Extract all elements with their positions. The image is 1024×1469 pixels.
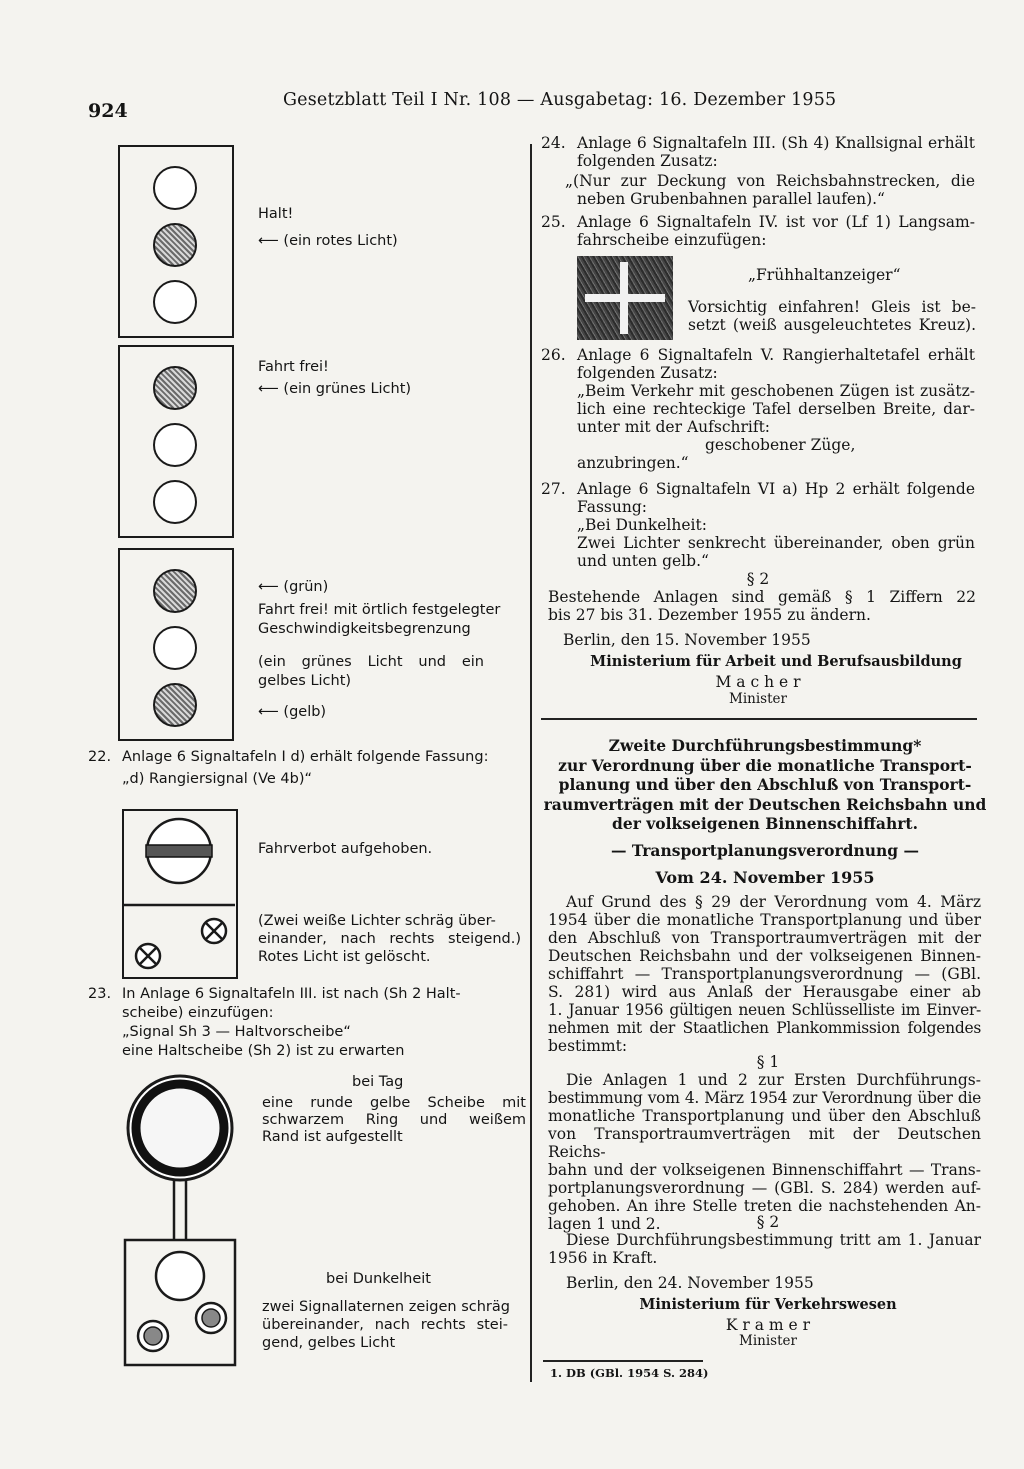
item-23-line-3: „Signal Sh 3 — Haltvorscheibe“ — [122, 1024, 351, 1040]
item-23-line-1: In Anlage 6 Signaltafeln III. ist nach (Sh 2 Halt- — [122, 986, 461, 1002]
item-26-line-6: geschobener Züge, — [705, 436, 856, 454]
signal-halt-arrow-label — [258, 232, 398, 251]
item-26-line-7: anzubringen.“ — [577, 454, 689, 472]
rangier-desc-2: einander, nach rechts steigend.) — [258, 931, 521, 947]
dunkel-desc-1: zwei Signallaternen zeigen schräg — [262, 1299, 510, 1315]
signal-speed-desc-3: (ein grünes Licht und ein — [258, 654, 484, 670]
item-26-line-3: „Beim Verkehr mit geschobenen Zügen ist zusätz- — [577, 382, 975, 400]
rangier-bar — [146, 845, 212, 857]
rangier-desc-1: (Zwei weiße Lichter schräg über- — [258, 913, 496, 929]
dunkel-title: bei Dunkelheit — [326, 1271, 431, 1287]
item-27 — [541, 480, 975, 570]
item-23-number: 23. — [88, 986, 112, 1002]
p2-line: Diese Durchführungsbestimmung tritt am 1. Januar — [566, 1231, 981, 1249]
signal-speed-yellow-text: (gelb) — [283, 704, 327, 720]
signal-speed-desc-2: Geschwindigkeitsbegrenzung — [258, 621, 471, 637]
rangier-desc-3: Rotes Licht ist gelöscht. — [258, 949, 431, 965]
decree-date: Vom 24. November 1955 — [655, 868, 875, 887]
item-25-number: 25. — [541, 213, 566, 231]
intro-line: den Abschluß von Transportraumverträgen mit der — [548, 929, 981, 947]
item-27-line-1: Anlage 6 Signaltafeln VI a) Hp 2 erhält folgende — [577, 480, 975, 498]
decree-paragraph-2-heading: § 2 — [756, 1213, 780, 1231]
p1-line: Die Anlagen 1 und 2 zur Ersten Durchführungs- — [566, 1071, 981, 1089]
decree-title-3: planung und über den Abschluß von Transport- — [558, 775, 972, 794]
fruehhalt-desc-2: setzt (weiß ausgeleuchtetes Kreuz). — [688, 316, 976, 334]
sign1-ministry: Ministerium für Arbeit und Berufsausbildung — [590, 653, 962, 670]
scheibe-black-ring — [136, 1084, 224, 1172]
arrow-left-icon: ⟵ — [258, 233, 279, 249]
intro-line: bestimmt: — [548, 1037, 628, 1055]
item-23-line-4: eine Haltscheibe (Sh 2) ist zu erwarten — [122, 1043, 405, 1059]
item-24-number: 24. — [541, 134, 566, 152]
item-22-line-2: „d) Rangiersignal (Ve 4b)“ — [122, 771, 313, 787]
paragraph-2-line-2: bis 27 bis 31. Dezember 1955 zu ändern. — [548, 606, 871, 624]
signal-fahrt-arrow-label — [258, 380, 411, 399]
lamp-bottom-off — [153, 280, 197, 324]
intro-line: 1954 über die monatliche Transportplanung und über — [548, 911, 981, 929]
p1-line: von Transportraumverträgen mit der Deutschen Reichs- — [548, 1125, 981, 1161]
lamp-yellow-upper-icon — [196, 1303, 226, 1333]
signal-fahrt-light: (ein grünes Licht) — [283, 381, 412, 397]
arrow-left-icon: ⟵ — [258, 381, 279, 397]
fruehhalt-cross-sign — [577, 256, 673, 340]
decree-intro — [548, 893, 981, 1055]
p1-line: gehoben. An ihre Stelle treten die nachstehenden An- — [548, 1197, 981, 1215]
p1-line: monatliche Transportplanung und über den Abschluß — [548, 1107, 981, 1125]
item-23-line-2: scheibe) einzufügen: — [122, 1005, 274, 1021]
item-24-line-2: folgenden Zusatz: — [577, 152, 718, 170]
decree-title-1: Zweite Durchführungsbestimmung* — [608, 736, 922, 755]
decree-title-2: zur Verordnung über die monatliche Transport- — [558, 755, 972, 775]
signal-speed-yellow-label — [258, 703, 326, 722]
signal-halt-light: (ein rotes Licht) — [283, 233, 398, 249]
item-27-line-3: „Bei Dunkelheit: — [577, 516, 707, 534]
item-22-number: 22. — [88, 749, 112, 765]
lamp-red-on — [153, 223, 197, 267]
page-number: 924 — [88, 100, 128, 122]
white-light-lower-icon — [136, 944, 160, 968]
cross-horizontal — [585, 294, 665, 302]
tag-desc-2: schwarzem Ring und weißem — [262, 1112, 526, 1128]
sign1-name: M a c h e r — [715, 673, 801, 691]
tag-desc-3: Rand ist aufgestellt — [262, 1129, 403, 1145]
dunkel-desc-3: gend, gelbes Licht — [262, 1335, 396, 1351]
sign1-place-date: Berlin, den 15. November 1955 — [563, 631, 811, 649]
p2-line: 1956 in Kraft. — [548, 1249, 658, 1267]
rangier-signal-drawing — [124, 811, 235, 976]
decree-title-5: der volkseigenen Binnenschiffahrt. — [612, 814, 918, 833]
item-26-line-5: unter mit der Aufschrift: — [577, 418, 771, 436]
signal-speed-desc-4: gelbes Licht) — [258, 673, 352, 689]
sign2-ministry: Ministerium für Verkehrswesen — [639, 1296, 897, 1313]
decree-title — [537, 736, 993, 888]
item-24 — [541, 134, 975, 208]
haltvorscheibe-drawing — [120, 1070, 240, 1370]
item-27-line-4: Zwei Lichter senkrecht übereinander, oben grün — [577, 534, 975, 552]
signal-speed-box — [118, 548, 234, 741]
item-27-line-2: Fassung: — [577, 498, 647, 516]
signal-speed-green-label — [258, 578, 328, 597]
lamp-top-off — [156, 1252, 204, 1300]
rangier-signal-box — [122, 809, 238, 979]
intro-line: schiffahrt — Transportplanungsverordnung — (GBl. — [548, 965, 981, 983]
item-26-number: 26. — [541, 346, 566, 364]
footnote: 1. DB (GBl. 1954 S. 284) — [550, 1366, 709, 1380]
signal-halt-box — [118, 145, 234, 338]
item-24-line-1: Anlage 6 Signaltafeln III. (Sh 4) Knallsignal erhält — [577, 134, 975, 152]
white-light-upper-icon — [202, 919, 226, 943]
dunkel-desc-2: übereinander, nach rechts stei- — [262, 1317, 508, 1333]
arrow-left-icon: ⟵ — [258, 704, 279, 720]
page-header-title: Gesetzblatt Teil I Nr. 108 — Ausgabetag: 16. Dezember 1955 — [283, 90, 837, 110]
lamp-yellow-on — [153, 683, 197, 727]
footnote-rule — [543, 1360, 703, 1362]
decree-title-4: raumverträgen mit der Deutschen Reichsbahn und — [543, 794, 987, 814]
item-25-line-1: Anlage 6 Signaltafeln IV. ist vor (Lf 1) Langsam- — [577, 213, 975, 231]
lamp-yellow-lower-icon — [138, 1321, 168, 1351]
signal-fahrt-box — [118, 345, 234, 538]
p1-line: bestimmung vom 4. März 1954 zur Verordnung über die — [548, 1089, 981, 1107]
lamp-green-on — [153, 569, 197, 613]
fruehhalt-desc-1: Vorsichtig einfahren! Gleis ist be- — [688, 298, 976, 316]
p1-line: bahn und der volkseigenen Binnenschiffahrt — Trans- — [548, 1161, 981, 1179]
fruehhalt-label: „Frühhaltanzeiger“ — [748, 266, 901, 284]
sign1-role: Minister — [729, 691, 787, 707]
signal-speed-desc-1: Fahrt frei! mit örtlich festgelegter — [258, 602, 501, 618]
paragraph-2-line-1: Bestehende Anlagen sind gemäß § 1 Ziffern 22 — [548, 588, 976, 606]
decree-paragraph-2 — [548, 1231, 981, 1267]
intro-line: Auf Grund des § 29 der Verordnung vom 4. März — [566, 893, 981, 911]
item-25-line-2: fahrscheibe einzufügen: — [577, 231, 767, 249]
signal-halt-label: Halt! — [258, 206, 294, 222]
lamp-bottom-off — [153, 480, 197, 524]
sign2-name: K r a m e r — [725, 1316, 811, 1334]
rangier-label: Fahrverbot aufgehoben. — [258, 841, 433, 857]
intro-line: 1. Januar 1956 gültigen neuen Schlüsselliste im Einver- — [548, 1001, 981, 1019]
intro-line: S. 281) wird aus Anlaß der Herausgabe einer ab — [548, 983, 981, 1001]
lamp-middle-off — [153, 626, 197, 670]
lamp-green-on — [153, 366, 197, 410]
item-26 — [541, 346, 975, 472]
sign2-role: Minister — [739, 1333, 797, 1349]
p1-line: portplanungsverordnung — (GBl. S. 284) werden auf- — [548, 1179, 981, 1197]
intro-line: nehmen mit der Staatlichen Plankommission folgendes — [548, 1019, 981, 1037]
item-27-line-5: und unten gelb.“ — [577, 552, 709, 570]
p1-line: lagen 1 und 2. — [548, 1215, 661, 1233]
signal-speed-green-text: (grün) — [283, 579, 329, 595]
item-26-line-2: folgenden Zusatz: — [577, 364, 718, 382]
item-26-line-4: lich eine rechteckige Tafel derselben Breite, dar- — [577, 400, 975, 418]
item-27-number: 27. — [541, 480, 566, 498]
section-divider — [541, 718, 977, 720]
item-23 — [88, 985, 520, 1061]
tag-desc-1: eine runde gelbe Scheibe mit — [262, 1095, 526, 1111]
item-24-line-4: neben Grubenbahnen parallel laufen).“ — [577, 190, 885, 208]
tag-title: bei Tag — [352, 1074, 404, 1090]
sign2-place-date: Berlin, den 24. November 1955 — [566, 1274, 814, 1292]
item-24-line-3: „(Nur zur Deckung von Reichsbahnstrecken, die — [565, 172, 975, 190]
signal-fahrt-label: Fahrt frei! — [258, 359, 329, 375]
intro-line: Deutschen Reichsbahn und der volkseigenen Binnen- — [548, 947, 981, 965]
item-22 — [88, 748, 520, 789]
lamp-top-off — [153, 166, 197, 210]
decree-paragraph-1-heading: § 1 — [756, 1053, 780, 1071]
lamp-middle-off — [153, 423, 197, 467]
decree-paragraph-1 — [548, 1071, 981, 1233]
item-22-line-1: Anlage 6 Signaltafeln I d) erhält folgende Fassung: — [122, 749, 489, 765]
arrow-left-icon: ⟵ — [258, 579, 279, 595]
decree-short-title: — Transportplanungsverordnung — — [610, 840, 920, 860]
column-divider — [530, 144, 532, 1382]
item-25 — [541, 213, 975, 249]
item-26-line-1: Anlage 6 Signaltafeln V. Rangierhaltetafel erhält — [577, 346, 975, 364]
paragraph-2-heading: § 2 — [746, 570, 770, 588]
